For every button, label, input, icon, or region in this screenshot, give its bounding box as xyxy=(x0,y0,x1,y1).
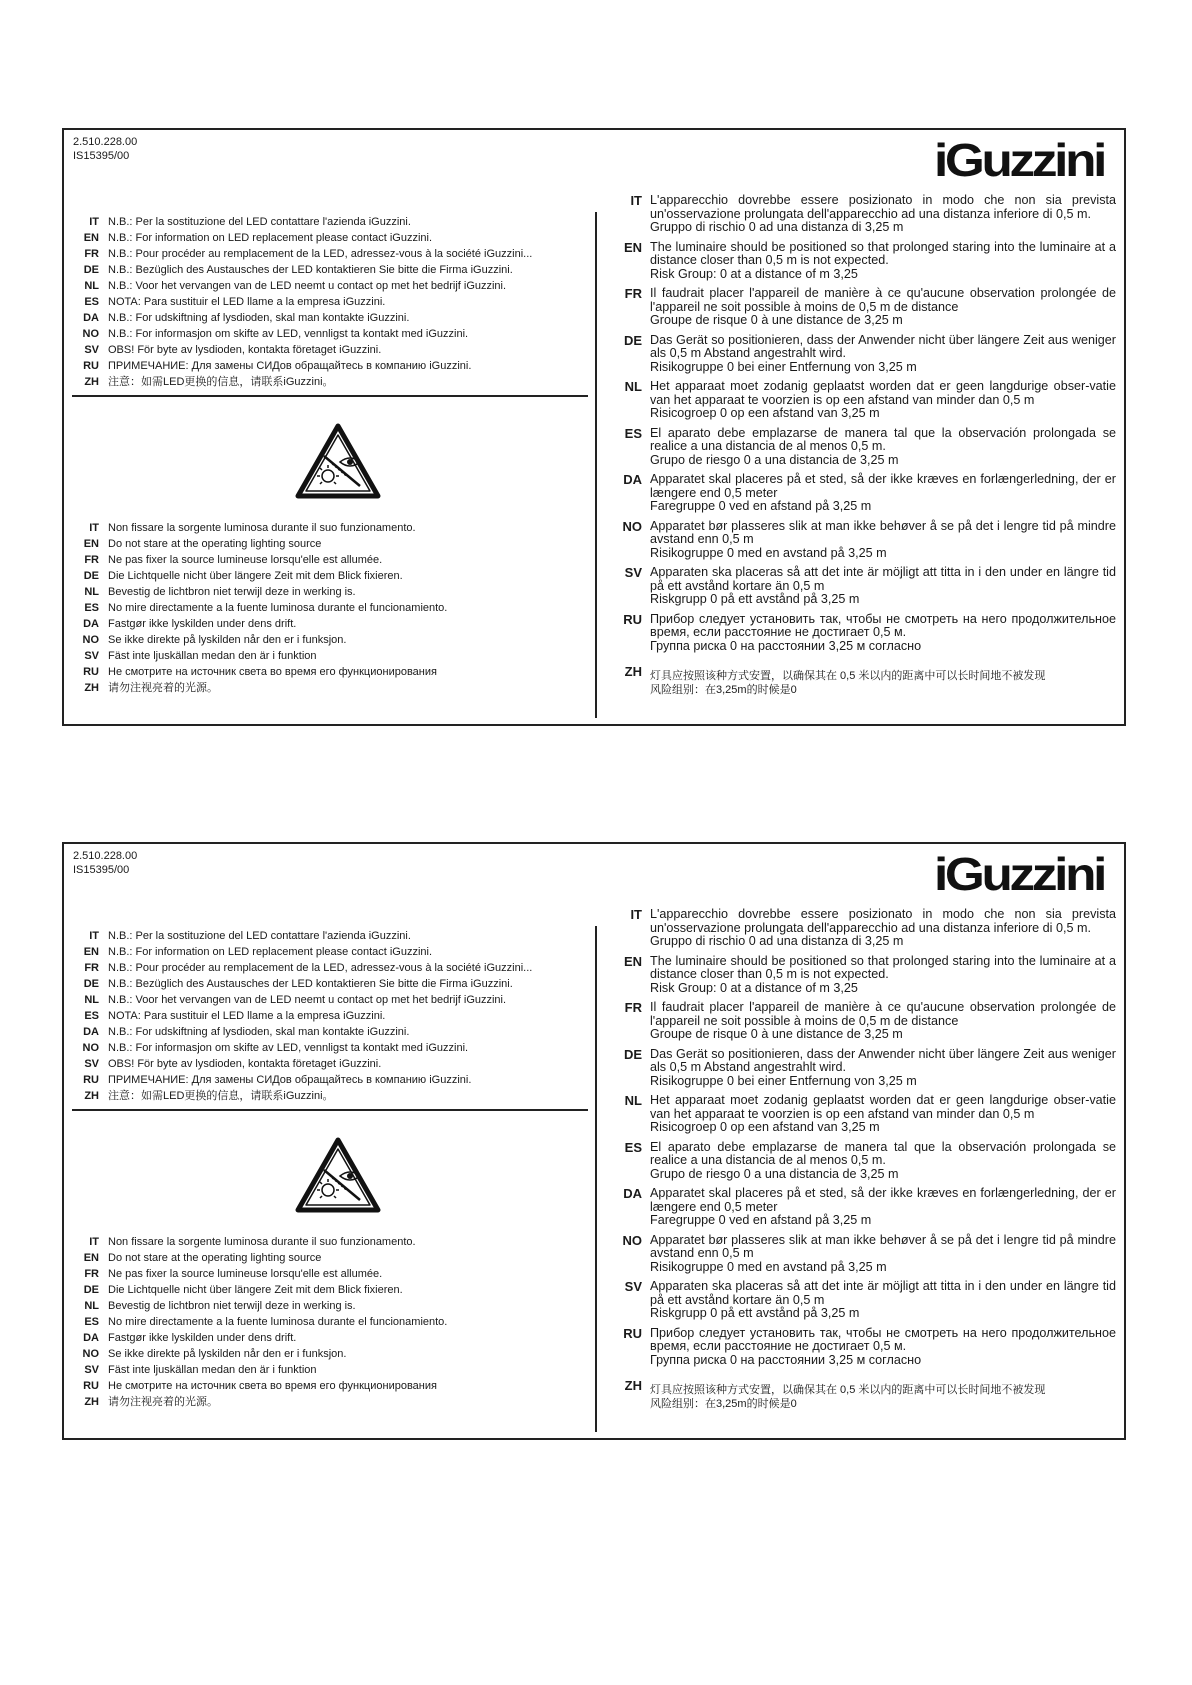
note-text: ПРИМЕЧАНИЕ: Для замены СИДов обращайтесь в компанию iGuzzini. xyxy=(108,1074,472,1086)
statement-line: Risicogroep 0 op een afstand van 3,25 m xyxy=(650,406,880,420)
list-item xyxy=(620,473,1116,514)
list-item xyxy=(620,1001,1116,1042)
statement-line: Apparatet bør plasseres slik at man ikke behøver å se på det i lengre tid på mindre avstand enn 0,5 m xyxy=(650,1232,1116,1260)
note-text: N.B.: Per la sostituzione del LED contattare l'azienda iGuzzini. xyxy=(108,930,411,942)
list-item xyxy=(72,992,532,1008)
list-item xyxy=(72,1330,447,1346)
statement-line: Het apparaat moet zodanig geplaatst worden dat er geen langdurige obser-vatie van het apparaat te voorzien is op een afstand van minder dan 0,5 m xyxy=(650,1093,1116,1121)
language-code: SV xyxy=(84,1058,99,1070)
note-text: N.B.: For udskiftning af lysdioden, skal man kontakte iGuzzini. xyxy=(108,312,410,324)
warning-text: Fastgør ikke lyskilden under dens drift. xyxy=(108,1332,297,1344)
document-ref: IS15395/00 xyxy=(73,864,130,876)
note-text: NOTA: Para sustituir el LED llame a la empresa iGuzzini. xyxy=(108,296,386,308)
language-code: EN xyxy=(83,1252,99,1264)
language-code: FR xyxy=(84,248,99,260)
statement-line: Apparatet bør plasseres slik at man ikke behøver å se på det i lengre tid på mindre avstand enn 0,5 m xyxy=(650,518,1116,546)
language-code: ZH xyxy=(624,664,642,679)
statement-line: Прибор следует установить так, чтобы не смотреть на него продолжительное время, если расстояние не достигает 0,5 м. xyxy=(650,611,1116,639)
statement-text xyxy=(650,1001,1116,1042)
statement-text xyxy=(650,473,1116,514)
warning-text: Do not stare at the operating lighting source xyxy=(108,538,322,550)
statement-text xyxy=(650,287,1116,328)
list-item xyxy=(620,1048,1116,1089)
list-item xyxy=(620,1187,1116,1228)
note-text: 注意：如需LED更换的信息，请联系iGuzzini。 xyxy=(108,376,334,388)
no-stare-warning-icon xyxy=(294,422,382,502)
note-text: N.B.: Bezüglich des Austausches der LED kontaktieren Sie bitte die Firma iGuzzini. xyxy=(108,264,513,276)
language-code: DA xyxy=(623,472,642,487)
language-code: FR xyxy=(84,1268,99,1280)
statement-line: Risicogroep 0 op een afstand van 3,25 m xyxy=(650,1120,880,1134)
statement-line: 灯具应按照该种方式安置，以确保其在 0,5 米以内的距离中可以长时间地不被发现 xyxy=(650,1384,1046,1396)
list-item xyxy=(620,241,1116,282)
statement-text xyxy=(650,520,1116,561)
statement-line: Groupe de risque 0 à une distance de 3,25 m xyxy=(650,313,903,327)
list-item xyxy=(72,944,532,960)
statement-line: The luminaire should be positioned so that prolonged staring into the luminaire at a distance closer than 0,5 m is not expected. xyxy=(650,239,1116,267)
language-code: DE xyxy=(623,1046,642,1062)
language-code: NO xyxy=(82,1348,99,1360)
statement-line: Группа риска 0 на расстоянии 3,25 м согласно xyxy=(650,1352,922,1367)
note-text: N.B.: Voor het vervangen van de LED neemt u contact op met het bedrijf iGuzzini. xyxy=(108,280,507,292)
note-text: OBS! För byte av lysdioden, kontakta företaget iGuzzini. xyxy=(108,344,382,356)
warning-text: Не смотрите на источник света во время его функционирования xyxy=(108,666,437,678)
statement-line: Grupo de riesgo 0 a una distancia de 3,25 m xyxy=(650,452,899,467)
list-item xyxy=(620,334,1116,375)
statement-line: L'apparecchio dovrebbe essere posizionato in modo che non sia prevista un'osservazione prolungata dell'apparecchio ad una distanza inferiore di 0,5 m. xyxy=(650,193,1116,221)
statement-text xyxy=(650,1141,1116,1182)
list-item xyxy=(72,584,447,600)
list-item xyxy=(72,552,447,568)
statement-text xyxy=(650,1187,1116,1228)
statement-text xyxy=(650,1234,1116,1275)
language-code: SV xyxy=(624,1279,642,1294)
statement-text xyxy=(650,613,1116,654)
warning-text: Ne pas fixer la source lumineuse lorsqu'elle est allumée. xyxy=(108,1268,383,1280)
list-item xyxy=(620,566,1116,607)
language-code: ES xyxy=(84,1316,99,1328)
statement-text xyxy=(650,1280,1116,1321)
note-text: N.B.: For informasjon om skifte av LED, vennligst ta kontakt med iGuzzini. xyxy=(108,328,469,340)
list-item xyxy=(72,960,532,976)
note-text: N.B.: For udskiftning af lysdioden, skal man kontakte iGuzzini. xyxy=(108,1026,410,1038)
language-code: IT xyxy=(630,193,642,208)
statement-line: Risk Group: 0 at a distance of m 3,25 xyxy=(650,980,858,995)
led-replacement-notes xyxy=(72,214,532,390)
language-code: NO xyxy=(82,634,99,646)
statement-line: Gruppo di rischio 0 ad una distanza di 3,25 m xyxy=(650,220,904,234)
warning-text: Fäst inte ljuskällan medan den är i funktion xyxy=(108,1364,317,1376)
statement-line: Risikogruppe 0 med en avstand på 3,25 m xyxy=(650,1259,887,1274)
statement-line: Risk Group: 0 at a distance of m 3,25 xyxy=(650,266,858,281)
statement-line: Группа риска 0 на расстоянии 3,25 м согласно xyxy=(650,638,922,653)
list-item xyxy=(620,427,1116,468)
list-item xyxy=(72,1008,532,1024)
statement-line: 灯具应按照该种方式安置，以确保其在 0,5 米以内的距离中可以长时间地不被发现 xyxy=(650,670,1046,682)
list-item xyxy=(72,1266,447,1282)
warning-text: Не смотрите на источник света во время его функционирования xyxy=(108,1380,437,1392)
language-code: ES xyxy=(624,425,642,441)
language-code: SV xyxy=(624,565,642,580)
language-code: NL xyxy=(84,1300,99,1312)
language-code: ES xyxy=(84,1010,99,1022)
warning-text: Do not stare at the operating lighting source xyxy=(108,1252,322,1264)
statement-line: Apparatet skal placeres på et sted, så der ikke kræves en forlængerledning, der er længere end 0,5 meter xyxy=(650,1186,1116,1214)
language-code: DE xyxy=(83,264,99,276)
language-code: DA xyxy=(83,618,99,630)
note-text: N.B.: Voor het vervangen van de LED neemt u contact op met het bedrijf iGuzzini. xyxy=(108,994,507,1006)
warning-text: Se ikke direkte på lyskilden når den er i funksjon. xyxy=(108,1348,347,1360)
language-code: RU xyxy=(83,360,99,372)
list-item xyxy=(72,680,447,696)
svg-text:iGuzzini: iGuzzini xyxy=(934,138,1105,182)
language-code: DE xyxy=(83,978,99,990)
list-item xyxy=(72,278,532,294)
language-code: DE xyxy=(83,570,99,582)
statement-text xyxy=(650,194,1116,235)
warning-text: Se ikke direkte på lyskilden når den er i funksjon. xyxy=(108,634,347,646)
language-code: SV xyxy=(84,344,99,356)
document-number xyxy=(73,135,137,163)
list-item xyxy=(72,1072,532,1088)
statement-text xyxy=(650,955,1116,996)
statement-line: El aparato debe emplazarse de manera tal que la observación prolongada se realice a una distancia de al menos 0,5 m. xyxy=(650,1139,1116,1167)
document-code: 2.510.228.00 xyxy=(73,136,138,148)
list-item xyxy=(72,1362,447,1378)
language-code: NL xyxy=(624,1093,642,1108)
language-code: EN xyxy=(623,953,642,969)
language-code: ZH xyxy=(84,376,99,388)
list-item xyxy=(72,214,532,230)
language-code: EN xyxy=(623,239,642,255)
list-item xyxy=(72,1250,447,1266)
list-item xyxy=(72,976,532,992)
list-item xyxy=(72,294,532,310)
language-code: RU xyxy=(623,1325,642,1341)
list-item xyxy=(620,1327,1116,1368)
language-code: IT xyxy=(630,907,642,922)
language-code: RU xyxy=(83,666,99,678)
language-code: IT xyxy=(89,522,99,534)
statement-line: Groupe de risque 0 à une distance de 3,25 m xyxy=(650,1027,903,1041)
statement-text xyxy=(650,1094,1116,1135)
statement-line: 风险组别：在3,25m的时候是0 xyxy=(650,684,797,696)
risk-group-statements xyxy=(620,908,1116,1417)
list-item xyxy=(72,600,447,616)
language-code: RU xyxy=(83,1074,99,1086)
language-code: FR xyxy=(84,962,99,974)
instruction-card xyxy=(62,128,1126,726)
statement-line: Risikogruppe 0 bei einer Entfernung von 3,25 m xyxy=(650,359,917,374)
language-code: ES xyxy=(84,602,99,614)
statement-line: Apparatet skal placeres på et sted, så der ikke kræves en forlængerledning, der er længere end 0,5 meter xyxy=(650,472,1116,500)
stare-warnings xyxy=(72,1234,447,1410)
note-text: N.B.: Pour procéder au remplacement de la LED, adressez-vous à la société iGuzzini... xyxy=(108,248,533,260)
list-item xyxy=(72,632,447,648)
language-code: RU xyxy=(623,611,642,627)
horizontal-divider xyxy=(72,1109,588,1111)
list-item xyxy=(620,1379,1116,1411)
vertical-divider xyxy=(595,926,597,1432)
statement-line: Il faudrait placer l'appareil de manière à ce qu'aucune observation prolongée de l'appareil ne soit possible à moins de 0,5 m de distance xyxy=(650,1000,1116,1028)
list-item xyxy=(72,310,532,326)
statement-line: Il faudrait placer l'appareil de manière à ce qu'aucune observation prolongée de l'appareil ne soit possible à moins de 0,5 m de distance xyxy=(650,286,1116,314)
language-code: SV xyxy=(84,1364,99,1376)
warning-text: Fastgør ikke lyskilden under dens drift. xyxy=(108,618,297,630)
language-code: FR xyxy=(624,1000,642,1015)
list-item xyxy=(620,380,1116,421)
language-code: DA xyxy=(83,1332,99,1344)
warning-text: Die Lichtquelle nicht über längere Zeit mit dem Blick fixieren. xyxy=(108,570,403,582)
language-code: NL xyxy=(84,586,99,598)
list-item xyxy=(72,536,447,552)
statement-line: Risikogruppe 0 bei einer Entfernung von 3,25 m xyxy=(650,1073,917,1088)
note-text: N.B.: Bezüglich des Austausches der LED kontaktieren Sie bitte die Firma iGuzzini. xyxy=(108,978,513,990)
warning-text: Die Lichtquelle nicht über längere Zeit mit dem Blick fixieren. xyxy=(108,1284,403,1296)
language-code: DE xyxy=(83,1284,99,1296)
language-code: EN xyxy=(83,946,99,958)
statement-line: Apparaten ska placeras så att det inte är möjligt att titta in i den under en längre tid på ett avstånd kortare än 0,5 m xyxy=(650,565,1116,593)
list-item xyxy=(72,616,447,632)
list-item xyxy=(72,928,532,944)
language-code: DA xyxy=(83,1026,99,1038)
language-code: FR xyxy=(84,554,99,566)
statement-line: El aparato debe emplazarse de manera tal que la observación prolongada se realice a una distancia de al menos 0,5 m. xyxy=(650,425,1116,453)
iguzzini-logo xyxy=(934,852,1106,896)
statement-text xyxy=(650,427,1116,468)
language-code: FR xyxy=(624,286,642,301)
language-code: ES xyxy=(624,1139,642,1155)
language-code: NO xyxy=(82,1042,99,1054)
note-text: N.B.: Pour procéder au remplacement de la LED, adressez-vous à la société iGuzzini... xyxy=(108,962,533,974)
language-code: DA xyxy=(83,312,99,324)
instruction-card xyxy=(62,842,1126,1440)
statement-line: Grupo de riesgo 0 a una distancia de 3,25 m xyxy=(650,1166,899,1181)
list-item xyxy=(72,358,532,374)
language-code: ZH xyxy=(624,1378,642,1393)
list-item xyxy=(620,194,1116,235)
list-item xyxy=(72,326,532,342)
language-code: NL xyxy=(624,379,642,394)
statement-text xyxy=(650,334,1116,375)
stare-warnings xyxy=(72,520,447,696)
list-item xyxy=(620,1234,1116,1275)
svg-text:iGuzzini: iGuzzini xyxy=(934,852,1105,896)
list-item xyxy=(72,1346,447,1362)
language-code: EN xyxy=(83,538,99,550)
language-code: ZH xyxy=(84,1396,99,1408)
statement-line: Apparaten ska placeras så att det inte är möjligt att titta in i den under en längre tid på ett avstånd kortare än 0,5 m xyxy=(650,1279,1116,1307)
language-code: DE xyxy=(623,332,642,348)
horizontal-divider xyxy=(72,395,588,397)
warning-text: 请勿注视亮着的光源。 xyxy=(108,1396,218,1408)
warning-text: 请勿注视亮着的光源。 xyxy=(108,682,218,694)
language-code: ES xyxy=(84,296,99,308)
language-code: IT xyxy=(89,216,99,228)
statement-line: Faregruppe 0 ved en afstand på 3,25 m xyxy=(650,499,872,513)
iguzzini-logo xyxy=(934,138,1106,182)
statement-text xyxy=(650,566,1116,607)
statement-text xyxy=(650,1383,1116,1411)
warning-text: Fäst inte ljuskällan medan den är i funktion xyxy=(108,650,317,662)
no-stare-warning-icon xyxy=(294,1136,382,1216)
note-text: N.B.: For informasjon om skifte av LED, vennligst ta kontakt med iGuzzini. xyxy=(108,1042,469,1054)
language-code: ZH xyxy=(84,1090,99,1102)
list-item xyxy=(620,665,1116,697)
list-item xyxy=(72,648,447,664)
statement-line: Прибор следует установить так, чтобы не смотреть на него продолжительное время, если расстояние не достигает 0,5 м. xyxy=(650,1325,1116,1353)
list-item xyxy=(620,1280,1116,1321)
statement-line: Riskgrupp 0 på ett avstånd på 3,25 m xyxy=(650,592,860,606)
list-item xyxy=(72,1056,532,1072)
statement-line: L'apparecchio dovrebbe essere posizionato in modo che non sia prevista un'osservazione prolungata dell'apparecchio ad una distanza inferiore di 0,5 m. xyxy=(650,907,1116,935)
note-text: NOTA: Para sustituir el LED llame a la empresa iGuzzini. xyxy=(108,1010,386,1022)
note-text: ПРИМЕЧАНИЕ: Для замены СИДов обращайтесь в компанию iGuzzini. xyxy=(108,360,472,372)
led-replacement-notes xyxy=(72,928,532,1104)
note-text: N.B.: For information on LED replacement please contact iGuzzini. xyxy=(108,946,433,958)
language-code: NO xyxy=(622,1232,642,1248)
list-item xyxy=(72,1024,532,1040)
list-item xyxy=(620,1141,1116,1182)
note-text: N.B.: For information on LED replacement please contact iGuzzini. xyxy=(108,232,433,244)
statement-line: The luminaire should be positioned so that prolonged staring into the luminaire at a distance closer than 0,5 m is not expected. xyxy=(650,953,1116,981)
warning-text: No mire directamente a la fuente luminosa durante el funcionamiento. xyxy=(108,602,448,614)
statement-text xyxy=(650,908,1116,949)
statement-text xyxy=(650,1048,1116,1089)
statement-text xyxy=(650,1327,1116,1368)
list-item xyxy=(72,568,447,584)
note-text: 注意：如需LED更换的信息，请联系iGuzzini。 xyxy=(108,1090,334,1102)
risk-group-statements xyxy=(620,194,1116,703)
statement-line: 风险组别：在3,25m的时候是0 xyxy=(650,1398,797,1410)
list-item xyxy=(620,908,1116,949)
statement-line: Das Gerät so positionieren, dass der Anwender nicht über längere Zeit aus weniger als 0,5 m Abstand angestrahlt wird. xyxy=(650,1046,1116,1074)
list-item xyxy=(72,374,532,390)
document-code: 2.510.228.00 xyxy=(73,850,138,862)
list-item xyxy=(620,1094,1116,1135)
document-ref: IS15395/00 xyxy=(73,150,130,162)
list-item xyxy=(72,230,532,246)
language-code: DA xyxy=(623,1186,642,1201)
list-item xyxy=(72,1298,447,1314)
warning-text: Bevestig de lichtbron niet terwijl deze in werking is. xyxy=(108,1300,356,1312)
warning-text: No mire directamente a la fuente luminosa durante el funcionamiento. xyxy=(108,1316,448,1328)
language-code: RU xyxy=(83,1380,99,1392)
statement-line: Das Gerät so positionieren, dass der Anwender nicht über längere Zeit aus weniger als 0,5 m Abstand angestrahlt wird. xyxy=(650,332,1116,360)
list-item xyxy=(72,342,532,358)
document-number xyxy=(73,849,137,877)
warning-text: Bevestig de lichtbron niet terwijl deze in werking is. xyxy=(108,586,356,598)
statement-line: Faregruppe 0 ved en afstand på 3,25 m xyxy=(650,1213,872,1227)
language-code: IT xyxy=(89,930,99,942)
language-code: SV xyxy=(84,650,99,662)
language-code: NL xyxy=(84,994,99,1006)
statement-line: Het apparaat moet zodanig geplaatst worden dat er geen langdurige obser-vatie van het apparaat te voorzien is op een afstand van minder dan 0,5 m xyxy=(650,379,1116,407)
vertical-divider xyxy=(595,212,597,718)
note-text: N.B.: Per la sostituzione del LED contattare l'azienda iGuzzini. xyxy=(108,216,411,228)
list-item xyxy=(72,1394,447,1410)
note-text: OBS! För byte av lysdioden, kontakta företaget iGuzzini. xyxy=(108,1058,382,1070)
list-item xyxy=(72,520,447,536)
list-item xyxy=(620,287,1116,328)
statement-line: Gruppo di rischio 0 ad una distanza di 3,25 m xyxy=(650,934,904,948)
language-code: EN xyxy=(83,232,99,244)
list-item xyxy=(72,1282,447,1298)
list-item xyxy=(72,1378,447,1394)
list-item xyxy=(72,1040,532,1056)
list-item xyxy=(72,246,532,262)
statement-line: Risikogruppe 0 med en avstand på 3,25 m xyxy=(650,545,887,560)
list-item xyxy=(72,664,447,680)
statement-text xyxy=(650,380,1116,421)
statement-text xyxy=(650,669,1116,697)
language-code: NO xyxy=(82,328,99,340)
list-item xyxy=(620,613,1116,654)
list-item xyxy=(72,1088,532,1104)
language-code: NO xyxy=(622,518,642,534)
language-code: NL xyxy=(84,280,99,292)
statement-line: Riskgrupp 0 på ett avstånd på 3,25 m xyxy=(650,1306,860,1320)
warning-text: Non fissare la sorgente luminosa durante il suo funzionamento. xyxy=(108,522,416,534)
list-item xyxy=(620,955,1116,996)
warning-text: Ne pas fixer la source lumineuse lorsqu'elle est allumée. xyxy=(108,554,383,566)
language-code: ZH xyxy=(84,682,99,694)
list-item xyxy=(72,1234,447,1250)
statement-text xyxy=(650,241,1116,282)
list-item xyxy=(620,520,1116,561)
list-item xyxy=(72,262,532,278)
language-code: IT xyxy=(89,1236,99,1248)
warning-text: Non fissare la sorgente luminosa durante il suo funzionamento. xyxy=(108,1236,416,1248)
list-item xyxy=(72,1314,447,1330)
